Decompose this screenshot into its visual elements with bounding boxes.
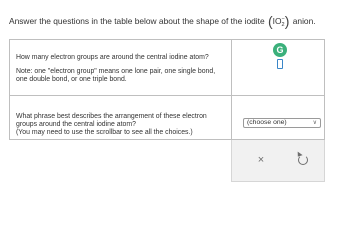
chevron-down-icon: ∨ <box>312 120 317 126</box>
question-cell-2 <box>10 96 232 139</box>
answer-cell-1 <box>232 40 324 96</box>
arrangement-select[interactable] <box>243 118 321 128</box>
instructions-text: Answer the questions in the table below about the shape of the iodite <box>9 16 265 26</box>
select-value: (choose one) <box>247 119 287 126</box>
question-2-prompt: What phrase best describes the arrangement of these electron groups around the central iodine atom? (You may need to use the scrollbar to see all the choices.) <box>16 113 207 137</box>
hint-button[interactable]: G <box>273 43 287 57</box>
close-icon: × <box>257 154 265 166</box>
instructions <box>9 13 316 31</box>
question-1-prompt: How many electron groups are around the central iodine atom? <box>16 54 209 61</box>
question-cell-1 <box>10 40 232 96</box>
questions-table <box>9 39 325 140</box>
answer-cell-2 <box>232 96 324 139</box>
undo-button[interactable] <box>295 152 311 168</box>
clear-button[interactable] <box>253 152 269 168</box>
electron-groups-input[interactable] <box>277 59 283 69</box>
instructions-suffix: anion. <box>292 16 316 26</box>
question-1-note: Note: one "electron group" means one lone pair, one single bond, one double bond, or one triple bond. <box>16 68 216 84</box>
answer-toolbar <box>231 140 325 182</box>
iodite-formula: $(IO_2^-)$ <box>267 13 290 29</box>
